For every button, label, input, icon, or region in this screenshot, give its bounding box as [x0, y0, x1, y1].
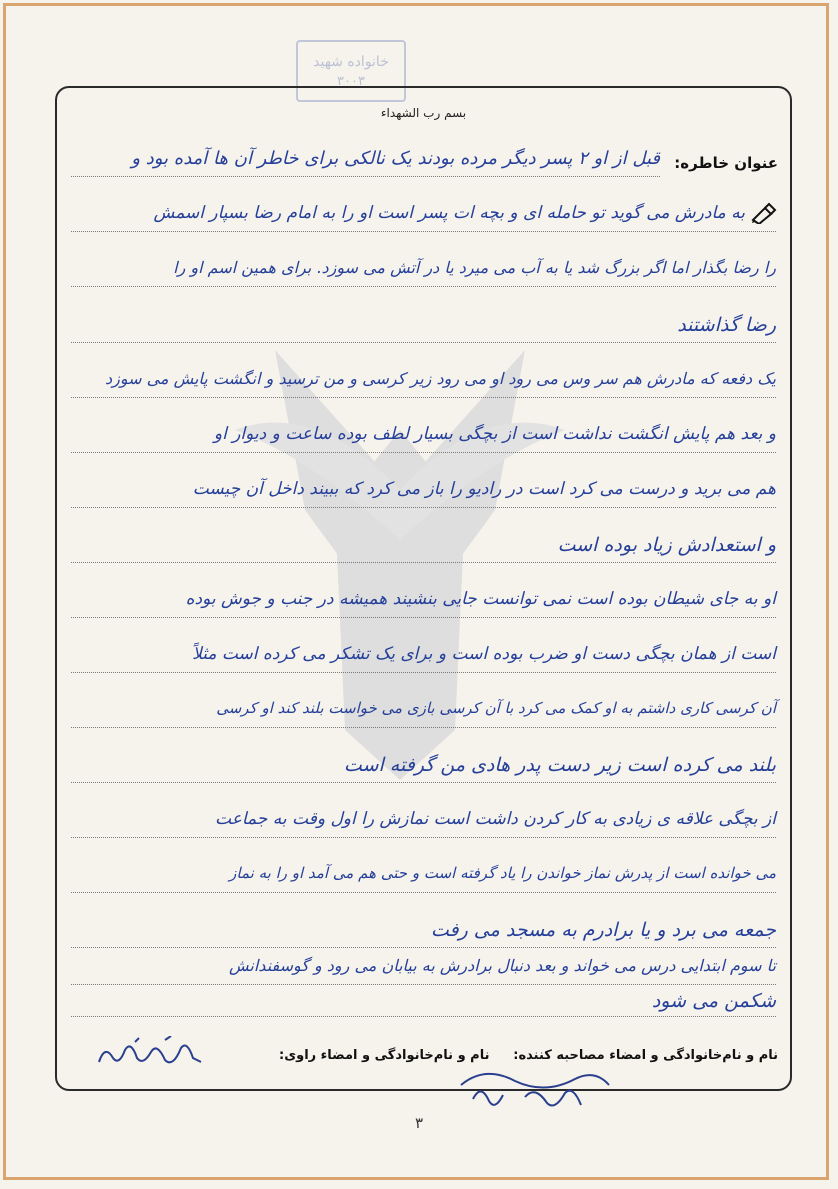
memory-line: می خوانده است از پدرش نماز خواندن را یاد گرفته است و حتی هم می آمد او را به نماز — [229, 864, 776, 882]
writing-rule — [71, 507, 776, 508]
narrator-signature — [95, 1036, 205, 1072]
memory-line: به مادرش می گوید تو حامله ای و بچه ات پسر است او را به امام رضا بسپار اسمش — [153, 203, 745, 223]
memory-form-panel — [55, 86, 792, 1091]
writing-rule — [71, 617, 776, 618]
memory-line: و بعد هم پایش انگشت نداشت است از بچگی بسیار لطف بوده ساعت و دیوار او — [213, 424, 776, 444]
memory-line: شکمن می شود — [651, 990, 776, 1012]
memory-line: آن کرسی کاری داشتم به او کمک می کرد با آن کرسی بازی می خواست بلند کند او کرسی — [216, 699, 776, 717]
memory-line: از بچگی علاقه ی زیادی به کار کردن داشت است نمازش را اول وقت به جماعت — [215, 809, 776, 829]
writing-rule — [71, 342, 776, 343]
stamp-text: خانواده شهید — [313, 53, 389, 70]
memory-line: است از همان بچگی دست او ضرب بوده است و برای یک تشکر می کرده است مثلاً — [192, 644, 776, 664]
writing-rule — [71, 672, 776, 673]
writing-rule — [71, 892, 776, 893]
interviewer-signature — [455, 1055, 615, 1115]
narrator-signature-label: نام و نام‌خانوادگی و امضاء راوی: — [279, 1048, 490, 1063]
memory-title-label: عنوان خاطره: — [674, 154, 778, 172]
writing-rule — [71, 782, 776, 783]
writing-rule — [71, 984, 776, 985]
memory-line: جمعه می برد و یا برادرم به مسجد می رفت — [430, 919, 776, 941]
memory-line: یک دفعه که مادرش هم سر وس می رود او می رود زیر کرسی و من ترسید و انگشت پایش می سوزد — [104, 369, 776, 388]
writing-rule — [71, 837, 776, 838]
memory-line: و استعدادش زیاد بوده است — [557, 534, 776, 556]
writing-rule — [71, 947, 776, 948]
basmala-header: بسم رب الشهداء — [380, 106, 467, 120]
writing-rule — [71, 727, 776, 728]
writing-rule — [71, 1016, 776, 1017]
interviewer-signature-label: نام و نام‌خانوادگی و امضاء مصاحبه کننده: — [513, 1048, 778, 1063]
memory-line: او به جای شیطان بوده است نمی توانست جایی بنشیند همیشه در جنب و جوش بوده — [185, 589, 776, 609]
writing-rule — [71, 231, 776, 232]
writing-rule — [71, 397, 776, 398]
writing-rule — [71, 176, 660, 177]
memory-line: قبل از او ۲ پسر دیگر مرده بودند یک نالکی برای خاطر آن ها آمده بود و — [131, 148, 660, 169]
memory-line: هم می برید و درست می کرد است در رادیو را باز می کرد که ببیند داخل آن چیست — [192, 479, 776, 499]
writing-rule — [71, 286, 776, 287]
memory-line: رضا گذاشتند — [677, 314, 776, 336]
stamp-number: ۳۰۰۳ — [337, 73, 365, 89]
memory-line: را رضا بگذار اما اگر بزرگ شد یا به آب می میرد یا در آتش می سوزد. برای همین اسم او را — [173, 258, 776, 277]
writing-rule — [71, 452, 776, 453]
pen-icon — [751, 202, 777, 224]
page-number: ۳ — [414, 1114, 424, 1132]
memory-line: تا سوم ابتدایی درس می خواند و بعد دنبال برادرش به بیابان می رود و گوسفندانش — [229, 956, 776, 975]
writing-rule — [71, 562, 776, 563]
memory-line: بلند می کرده است زیر دست پدر هادی من گرفته است — [343, 754, 776, 776]
